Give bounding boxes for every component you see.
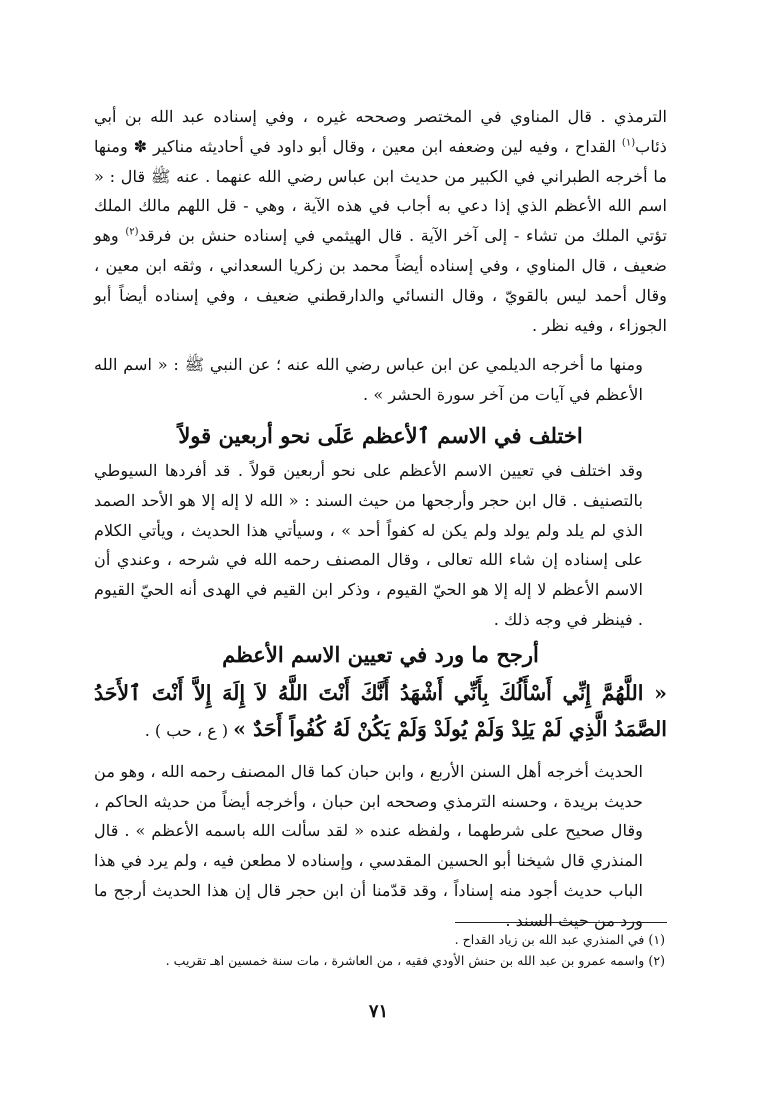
paragraph-daylami: ومنها ما أخرجه الديلمي عن ابن عباس رضي الله عنه ؛ عن النبي ﷺ : « اسم الله الأعظم في آيات من آخر سورة الحشر » . xyxy=(94,355,643,405)
paragraph-text: القداح ، وفيه لين وضعفه ابن معين ، وقال أبو داود في أحاديثه مناكير ✽ ومنها ما أخرجه الطبراني في الكبير من حديث ابن عباس رضي الله عنهما . عنه ﷺ قال : « اسم الله الأعظم الذي إذا دعي به أجاب في هذه الآية ، وهي - قل اللهم مالك الملك تؤتي الملك من تشاء - إلى آخر الآية . قال الهيثمي في إسناده حنش بن فرقد xyxy=(94,136,667,246)
spacer xyxy=(94,340,667,350)
hadith-text: « اللَّهُمَّ إِنِّي أَسْأَلُكَ بِأَنِّي أَشْهَدُ أَنَّكَ أَنْتَ اللَّهُ لاَ إِلَهَ إِلاَّ أَنْتَ ٱلأَحَدُ الصَّمَدُ الَّذِي لَمْ يَلِدْ وَلَمْ يُولَدْ وَلَمْ يَكُنْ لَهُ كُفُواً أَحَدٌ » xyxy=(94,680,667,741)
page-number: ٧١ xyxy=(368,1001,389,1022)
section-heading-forty-opinions: اختلف في الاسم ٱلأعظم عَلَى نحو أربعين قولاً xyxy=(178,422,583,448)
footnote-1: (١) في المنذري عبد الله بن زياد القداح . xyxy=(454,932,665,947)
paragraph-hadith-tabarani xyxy=(94,102,667,340)
hadith-reference: ( ع ، حب ) . xyxy=(144,720,234,740)
paragraph-forty-opinions: وقد اختلف في تعيين الاسم الأعظم على نحو أربعين قولاً . قد أفردها السيوطي بالتصنيف . قال ابن حجر وأرجحها من حيث السند : « الله لا إله إلا هو الأحد الصمد الذي لم يلد ولم يولد ولم يكن له كفواً أحد » ، وسيأتي هذا الحديث ، ويأتي الكلام على إسناده إن شاء الله تعالى ، وقال المصنف رحمه الله في شرحه ، وعندي أن الاسم الأعظم لا إله إلا هو الحيّ القيوم ، وذكر ابن القيم في الهدى أنه الحيّ القيوم . فينظر في وجه ذلك . xyxy=(94,460,643,629)
footnote-ref-2: (٢) xyxy=(125,226,139,238)
footnote-ref-1: (١) xyxy=(621,137,636,149)
hadith-quote xyxy=(94,675,667,749)
paragraph-text: وهو ضعيف ، قال المناوي ، وفي إسناده أيضاً محمد بن زكريا السعداني ، وثقه ابن معين ، وقال أحمد ليس بالقويّ ، وقال النسائي والدارقطني ضعيف ، وفي إسناده أيضاً أبو الجوزاء ، وفيه نظر . xyxy=(94,226,667,335)
footnotes xyxy=(90,929,665,971)
footnote-divider xyxy=(455,922,667,923)
section-heading-most-preferred: أرجح ما ورد في تعيين الاسم الأعظم xyxy=(222,641,539,667)
paragraph-hadith-commentary: الحديث أخرجه أهل السنن الأربع ، وابن حبان كما قال المصنف رحمه الله ، وهو من حديث بريدة ، وحسنه الترمذي وصححه ابن حبان ، وأخرجه أيضاً من حديثه الحاكم ، وقال صحيح على شرطهما ، ولفظه عنده « لقد سألت الله باسمه الأعظم » . قال المنذري قال شيخنا أبو الحسين المقدسي ، وإسناده لا مطعن فيه ، ولم يرد في هذا الباب حديث أجود منه إسناداً ، وقد قدّمنا أن ابن حجر قال إن هذا الحديث أرجح ما ورد من حيث السند . xyxy=(94,761,643,930)
paragraph-text: الترمذي . قال المناوي في المختصر وصححه غيره ، وفي إسناده عبد الله بن أبي ذئاب xyxy=(94,107,667,156)
footnote-2: (٢) واسمه عمرو بن عبد الله بن حنش الأودي فقيه ، من العاشرة ، مات سنة خمسين اهـ تقريب . xyxy=(165,953,665,968)
